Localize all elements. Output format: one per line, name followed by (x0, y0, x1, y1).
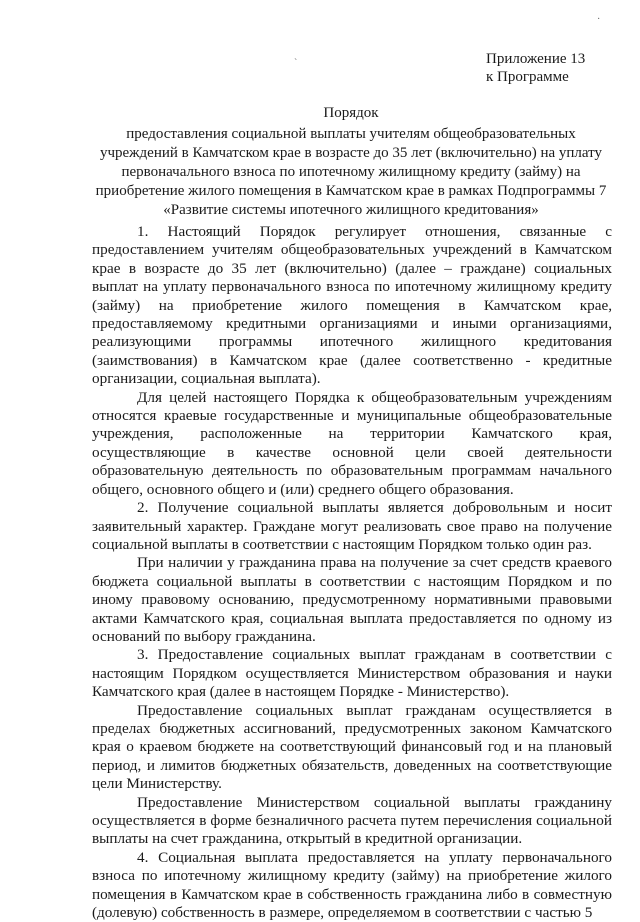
paragraph: 3. Предоставление социальных выплат гражданам в соответствии с настоящим Порядком осуществляется Министерством образования и науки Камчатского края (далее в настоящем Порядке - Министерство). (92, 646, 612, 701)
scan-speck: · (597, 14, 601, 25)
paragraph: Предоставление Министерством социальной выплаты гражданину осуществляется в форме безналичного расчета путем перечисления социальной выплаты на счет гражданина, открытый в кредитной организации. (92, 793, 612, 848)
paragraph: 1. Настоящий Порядок регулирует отношения, связанные с предоставлением учителям общеобразовательных учреждений в Камчатском крае в возрасте до 35 лет (включительно) (далее – граждане) социальных выплат на уплату первоначального взноса по ипотечному жилищному кредиту (займу) на приобретение жилого помещения в Камчатском крае, предоставляемому кредитными организациями и иными организациями, реализующими программы ипотечного жилищного кредитования (заимствования) в Камчатском крае (далее соответственно - кредитные организации, социальная выплата). (92, 223, 612, 388)
appendix-header (486, 50, 636, 86)
paragraph: Для целей настоящего Порядка к общеобразовательным учреждениям относятся краевые государственные и муниципальные общеобразовательные учреждения, расположенные на территории Камчатского края, осуществляющие в качестве основной цели своей деятельности образовательную деятельность по образовательным программам начального общего, основного общего и (или) среднего общего образования. (92, 388, 612, 498)
paragraph: 2. Получение социальной выплаты является добровольным и носит заявительный характер. Граждане могут реализовать свое право на получение социальной выплаты в соответствии с настоящим Порядком только один раз. (92, 499, 612, 553)
appendix-number: Приложение 13 (486, 51, 586, 67)
paragraph: 4. Социальная выплата предоставляется на уплату первоначального взноса по ипотечному жилищному кредиту (займу) на приобретение жилого помещения в Камчатском крае в собственность гражданина либо в совместную (долевую) собственность в размере, определяемом в соответствии с частью 5 (92, 848, 612, 922)
document-title (86, 104, 616, 220)
title-heading: Порядок (323, 105, 379, 121)
document-body (92, 223, 612, 922)
title-subtitle: предоставления социальной выплаты учителям общеобразовательных учреждений в Камчатском крае в возрасте до 35 лет (включительно) на уплату первоначального взноса по ипотечному жилищному кредиту (займу) на приобретение жилого помещения в Камчатском крае в рамках Подпрограммы 7 «Развитие системы ипотечного жилищного кредитования» (95, 126, 607, 218)
scan-speck: ` (294, 58, 298, 69)
appendix-program-ref: к Программе (486, 69, 569, 85)
paragraph: При наличии у гражданина права на получение за счет средств краевого бюджета социальной выплаты в соответствии с настоящим Порядком и по иному правовому основанию, предусмотренному нормативными правовыми актами Камчатского края, социальная выплата предоставляется по одному из оснований по выбору гражданина. (92, 554, 612, 645)
paragraph: Предоставление социальных выплат гражданам осуществляется в пределах бюджетных ассигнований, предусмотренных законом Камчатского края о краевом бюджете на соответствующий финансовый год и на плановый период, и лимитов бюджетных обязательств, доведенных на соответствующие цели Министерству. (92, 701, 612, 793)
